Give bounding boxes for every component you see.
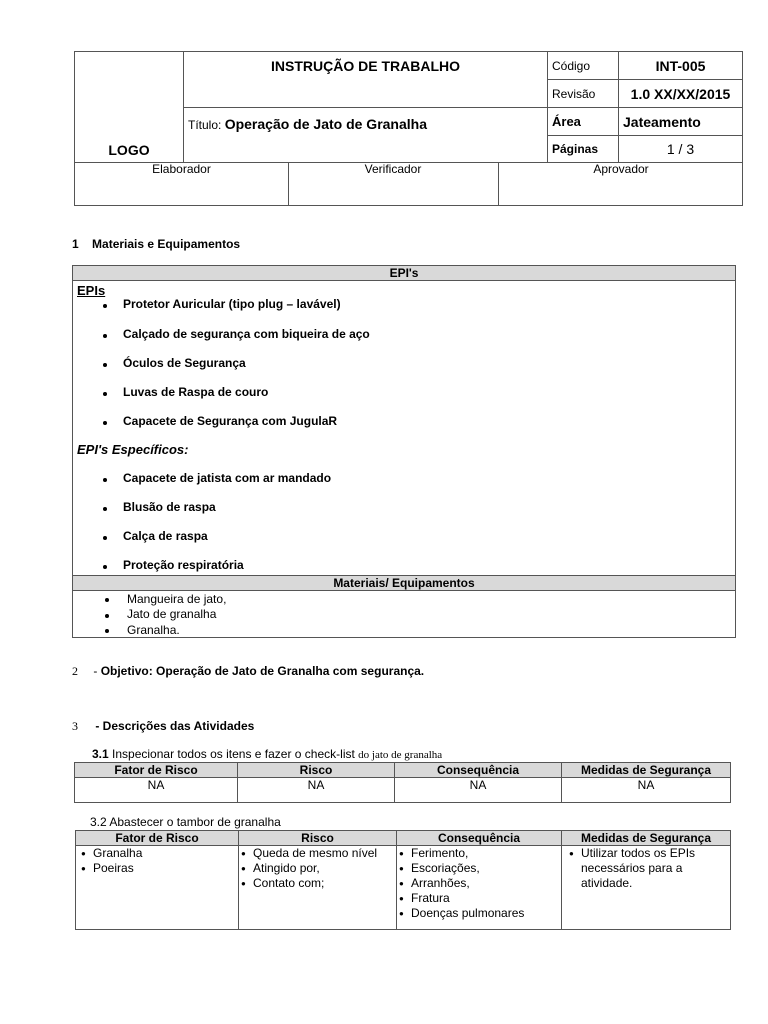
col-medidas-de-seguranca: Medidas de Segurança bbox=[562, 831, 731, 846]
bullet-icon bbox=[105, 598, 109, 602]
step-3-1-number: 3.1 bbox=[92, 747, 109, 761]
bullet-icon bbox=[103, 304, 107, 308]
section-2-text: Objetivo: Operação de Jato de Granalha com segurança. bbox=[100, 664, 425, 678]
area-label: Área bbox=[548, 108, 619, 136]
section-2 bbox=[72, 664, 424, 679]
bullet-icon bbox=[103, 392, 107, 396]
list-item: ● Granalha bbox=[93, 846, 235, 861]
codigo-label: Código bbox=[548, 52, 619, 80]
bullet-icon bbox=[103, 507, 107, 511]
risk-table-3-2 bbox=[75, 830, 731, 930]
section-3-number: 3 bbox=[72, 719, 78, 733]
col-risco: Risco bbox=[239, 831, 397, 846]
section-3-title: - Descrições das Atividades bbox=[95, 719, 255, 733]
epi-specific-item: Proteção respiratória bbox=[123, 558, 244, 572]
logo bbox=[75, 52, 184, 163]
material-item: Granalha. bbox=[127, 623, 180, 637]
document-header-table bbox=[74, 51, 743, 163]
bullet-icon bbox=[103, 363, 107, 367]
bullet-icon bbox=[103, 334, 107, 338]
list-item: ● Poeiras bbox=[93, 861, 235, 876]
epi-item: Calçado de segurança com biqueira de aço bbox=[123, 327, 370, 341]
list-item: ● Utilizar todos os EPIs necessários para a atividade. bbox=[581, 846, 727, 891]
section-2-number: 2 bbox=[72, 664, 78, 678]
material-item: Jato de granalha bbox=[127, 607, 217, 621]
material-item: Mangueira de jato, bbox=[127, 592, 227, 606]
list-item: ● Escoriações, bbox=[411, 861, 558, 876]
aprovador-label: Aprovador bbox=[593, 162, 649, 176]
epi-table bbox=[72, 265, 736, 638]
cell-fator: NA bbox=[75, 778, 238, 803]
verificador-cell bbox=[288, 162, 499, 205]
section-1-heading bbox=[72, 237, 240, 251]
bullet-icon bbox=[105, 614, 109, 618]
section-1-number: 1 bbox=[72, 237, 79, 251]
col-medidas-de-seguranca: Medidas de Segurança bbox=[562, 763, 731, 778]
titulo-value: Operação de Jato de Granalha bbox=[224, 116, 427, 132]
bullet-icon bbox=[103, 565, 107, 569]
cell-riscos bbox=[239, 846, 397, 930]
titulo-cell bbox=[184, 108, 548, 163]
bullet-icon bbox=[103, 421, 107, 425]
logo-text: LOGO bbox=[108, 142, 150, 158]
step-3-2-text: 3.2 Abastecer o tambor de granalha bbox=[90, 815, 281, 829]
revisao-label: Revisão bbox=[548, 80, 619, 108]
cell-risco: NA bbox=[238, 778, 395, 803]
epi-item: Luvas de Raspa de couro bbox=[123, 385, 269, 399]
epi-specific-item: Capacete de jatista com ar mandado bbox=[123, 471, 332, 485]
col-fator-de-risco: Fator de Risco bbox=[75, 763, 238, 778]
paginas-label: Páginas bbox=[548, 136, 619, 163]
elaborador-label: Elaborador bbox=[152, 162, 211, 176]
epi-specific-item: Blusão de raspa bbox=[123, 500, 216, 514]
document-title bbox=[184, 52, 548, 108]
area-value: Jateamento bbox=[619, 108, 743, 136]
revisao-value: 1.0 XX/XX/2015 bbox=[619, 80, 743, 108]
titulo-label: Título: bbox=[188, 118, 222, 132]
step-3-1 bbox=[92, 747, 442, 761]
section-3-heading bbox=[72, 719, 254, 734]
list-item: ● Contato com; bbox=[253, 876, 393, 891]
step-3-1-text: Inspecionar todos os itens e fazer o check-list bbox=[112, 747, 355, 761]
epi-header: EPI's bbox=[73, 266, 735, 281]
epi-specific-label: EPI's Específicos: bbox=[77, 442, 189, 457]
list-item: ● Arranhões, bbox=[411, 876, 558, 891]
codigo-value: INT-005 bbox=[619, 52, 743, 80]
verificador-label: Verificador bbox=[364, 162, 422, 176]
col-consequencia: Consequência bbox=[395, 763, 562, 778]
step-3-1-text-serif: do jato de granalha bbox=[358, 749, 443, 761]
cell-consequencia: NA bbox=[395, 778, 562, 803]
epi-item: Óculos de Segurança bbox=[123, 356, 246, 370]
cell-consequencias bbox=[397, 846, 562, 930]
col-consequencia: Consequência bbox=[397, 831, 562, 846]
materials-header: Materiais/ Equipamentos bbox=[73, 575, 735, 591]
list-item: ● Doenças pulmonares bbox=[411, 906, 558, 921]
epi-item: Protetor Auricular (tipo plug – lavável) bbox=[123, 297, 341, 311]
epi-specific-item: Calça de raspa bbox=[123, 529, 208, 543]
bullet-icon bbox=[103, 536, 107, 540]
elaborador-cell bbox=[75, 162, 289, 205]
col-fator-de-risco: Fator de Risco bbox=[76, 831, 239, 846]
epi-item: Capacete de Segurança com JugulaR bbox=[123, 414, 338, 428]
section-2-prefix: - bbox=[93, 664, 101, 678]
bullet-icon bbox=[103, 478, 107, 482]
paginas-value: 1 / 3 bbox=[619, 136, 743, 163]
col-risco: Risco bbox=[238, 763, 395, 778]
risk-table-3-1 bbox=[74, 762, 731, 803]
document-title-text: INSTRUÇÃO DE TRABALHO bbox=[271, 58, 460, 74]
bullet-icon bbox=[105, 629, 109, 633]
epis-label: EPIs bbox=[77, 283, 106, 298]
list-item: ● Atingido por, bbox=[253, 861, 393, 876]
section-1-title: Materiais e Equipamentos bbox=[92, 237, 241, 251]
list-item: ● Queda de mesmo nível bbox=[253, 846, 393, 861]
cell-medidas bbox=[562, 846, 731, 930]
signature-row bbox=[74, 162, 743, 206]
list-item: ● Ferimento, bbox=[411, 846, 558, 861]
cell-medidas: NA bbox=[562, 778, 731, 803]
aprovador-cell bbox=[499, 162, 743, 205]
list-item: ● Fratura bbox=[411, 891, 558, 906]
cell-fatores bbox=[76, 846, 239, 930]
